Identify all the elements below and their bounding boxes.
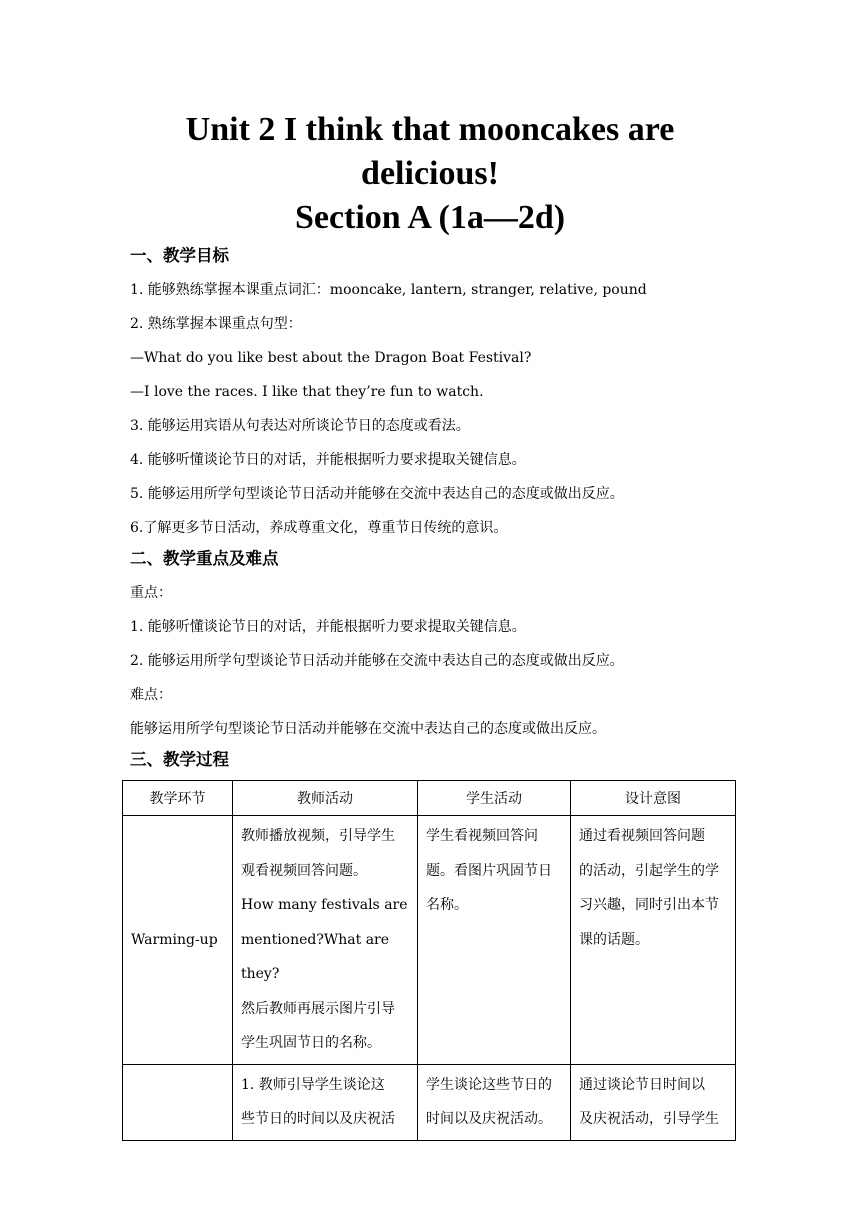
design-intent-cell [571,816,736,1065]
student-activity-cell [418,816,571,1065]
table-header-row [123,781,736,816]
cell-line: mentioned?What are they? [241,931,390,982]
column-header: 教师活动 [233,781,418,816]
column-header: 设计意图 [571,781,736,816]
student-activity-cell [418,1064,571,1140]
title-line-1: Unit 2 I think that mooncakes are [185,111,675,148]
document-body [130,243,742,773]
objective-line: 2. 熟练掌握本课重点句型： [130,316,302,332]
document-title [120,108,740,240]
key-point-line: 1. 能够听懂谈论节日的对话，并能根据听力要求提取关键信息。 [130,619,526,635]
design-intent-cell [571,1064,736,1140]
teacher-activity-cell [233,816,418,1065]
section-heading-process: 三、教学过程 [130,750,229,769]
cell-line: 教师播放视频，引导学生 [241,828,395,844]
teaching-process-table [122,780,736,1141]
objective-line: —What do you like best about the Dragon Boat Festival? [130,350,532,366]
cell-line: 学生看视频回答问 [426,828,538,844]
key-point-line: 重点： [130,585,172,601]
column-header: 学生活动 [418,781,571,816]
cell-line: 1. 教师引导学生谈论这 [241,1076,385,1093]
cell-line: 些节日的时间以及庆祝活 [241,1111,395,1127]
cell-line: 名称。 [426,897,468,913]
stage-label [123,1065,232,1071]
key-point-line: 2. 能够运用所学句型谈论节日活动并能够在交流中表达自己的态度或做出反应。 [130,653,624,669]
objective-line: —I love the races. I like that they’re fun to watch. [130,384,484,400]
cell-line: 学生谈论这些节日的 [426,1076,552,1093]
cell-line: 时间以及庆祝活动。 [426,1111,552,1127]
objective-line: 5. 能够运用所学句型谈论节日活动并能够在交流中表达自己的态度或做出反应。 [130,486,624,502]
objective-line: 4. 能够听懂谈论节日的对话，并能根据听力要求提取关键信息。 [130,452,526,468]
column-header: 教学环节 [123,781,233,816]
objective-line: 6.了解更多节日活动，养成尊重文化，尊重节日传统的意识。 [130,520,508,536]
table-row [123,1064,736,1140]
cell-line: 及庆祝活动，引导学生 [579,1111,719,1127]
cell-line: 通过看视频回答问题 [579,828,705,844]
teacher-activity-cell [233,1064,418,1140]
cell-line: 学生巩固节日的名称。 [241,1035,381,1051]
objective-line: 3. 能够运用宾语从句表达对所谈论节日的态度或看法。 [130,418,470,434]
stage-label: Warming-up [131,931,218,948]
section-heading-objectives: 一、教学目标 [130,246,229,265]
cell-line: How many festivals are [241,897,408,913]
cell-line: 然后教师再展示图片引导 [241,1000,395,1017]
stage-cell [123,1064,233,1140]
section-heading-key-points: 二、教学重点及难点 [130,549,279,568]
table-row [123,816,736,1065]
cell-line: 习兴趣，同时引出本节 [579,897,719,913]
stage-cell [123,816,233,1065]
title-line-3: Section A (1a—2d) [294,199,566,236]
key-point-line: 难点： [130,687,172,703]
cell-line: 通过谈论节日时间以 [579,1076,705,1093]
cell-line: 观看视频回答问题。 [241,862,367,879]
title-line-2: delicious! [361,155,499,192]
cell-line: 的活动，引起学生的学 [579,862,719,879]
key-point-line: 能够运用所学句型谈论节日活动并能够在交流中表达自己的态度或做出反应。 [130,721,606,737]
cell-line: 课的话题。 [579,931,649,948]
objective-line: 1. 能够熟练掌握本课重点词汇：mooncake, lantern, stranger, relative, pound [130,282,647,298]
cell-line: 题。看图片巩固节日 [426,862,552,879]
